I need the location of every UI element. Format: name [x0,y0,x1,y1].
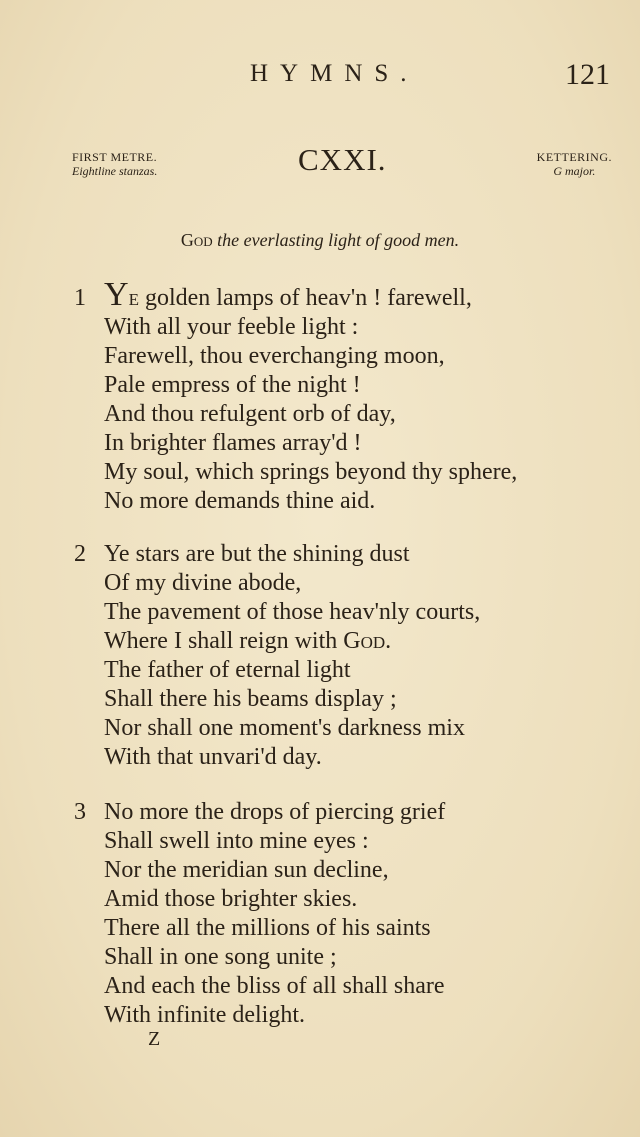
drop-capital-rest: e [128,285,139,311]
stanza-line: With infinite delight. [104,1002,305,1028]
tune-info [537,150,612,178]
stanza-line: There all the millions of his saints [104,915,431,941]
stanza-line: And each the bliss of all shall share [104,973,445,999]
stanza-number: 3 [74,799,86,825]
stanza-line [74,276,594,313]
stanza-line: Shall in one song unite ; [104,944,337,970]
hymn-title-lead: God [180,230,213,250]
line-punctuation: . [385,628,392,654]
stanza-line: Nor shall one moment's darkness mix [104,715,465,741]
first-line-text: golden lamps of heav'n ! farewell, [138,285,472,311]
stanza-line: The father of eternal light [104,657,351,683]
stanza-1 [74,276,594,516]
drop-capital: Y [104,276,129,313]
first-line-text: No more the drops of piercing grief [104,799,446,825]
tune-name: KETTERING. [536,150,612,164]
stanza-line: With all your feeble light : [104,314,359,340]
stanza-2 [74,540,594,772]
stanza-line: In brighter flames array'd ! [104,430,362,456]
stanza-line: Shall swell into mine eyes : [104,828,369,854]
stanza-line: The pavement of those heav'nly courts, [104,599,481,625]
hymn-title-rest: the everlasting light of good men. [212,230,460,250]
stanza-line: No more demands thine aid. [104,488,376,514]
tune-key: G major. [553,164,596,178]
meter-info [72,150,157,178]
stanza-line: Amid those brighter skies. [104,886,358,912]
signature-mark: Z [148,1028,161,1050]
stanza-line: My soul, which springs beyond thy sphere, [104,459,518,485]
stanza-line: Shall there his beams display ; [104,686,397,712]
page-number: 121 [565,58,610,91]
stanza-line: Of my divine abode, [104,570,302,596]
hymn-title [0,230,640,251]
stanza-label: Eightline stanzas. [72,164,158,178]
hymn-number: CXXI. [298,142,387,177]
stanza-3 [74,798,594,1030]
first-line-text: Ye stars are but the shining dust [104,541,410,567]
divine-name: God [343,628,386,654]
stanza-line [74,798,594,827]
stanza-number: 1 [74,285,86,311]
stanza-line: And thou refulgent orb of day, [104,401,396,427]
stanza-line: With that unvari'd day. [104,744,322,770]
stanza-line [74,627,594,656]
meter-label: FIRST METRE. [72,150,158,164]
stanza-number: 2 [74,541,86,567]
line-text: Where I shall reign with [104,628,344,654]
stanza-line: Nor the meridian sun decline, [104,857,389,883]
stanza-line [74,540,594,569]
stanza-line: Farewell, thou everchanging moon, [104,343,445,369]
stanza-line: Pale empress of the night ! [104,372,361,398]
running-head: HYMNS. [250,60,419,87]
